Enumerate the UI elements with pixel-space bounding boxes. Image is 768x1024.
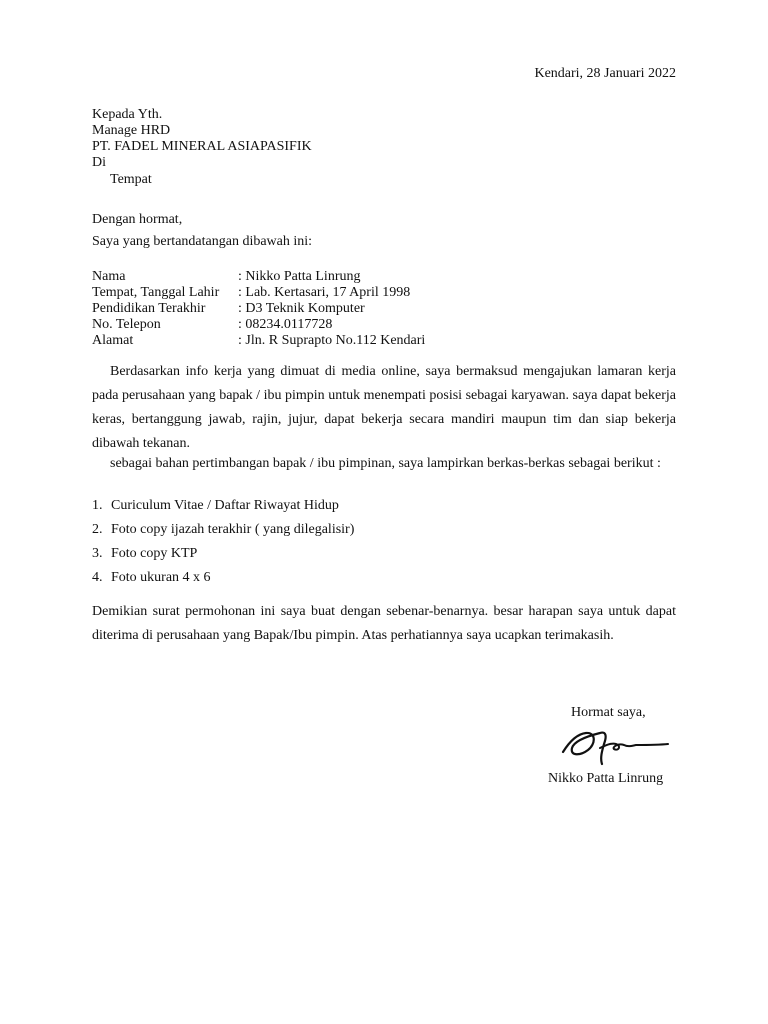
detail-row-phone	[92, 317, 425, 333]
list-item	[92, 518, 354, 542]
detail-row-address	[92, 333, 425, 349]
list-number: 2.	[92, 522, 103, 537]
signature-icon	[560, 724, 672, 766]
detail-row-name	[92, 269, 425, 285]
list-item	[92, 542, 354, 566]
detail-label: Alamat	[92, 333, 134, 348]
detail-row-education	[92, 301, 425, 317]
list-item	[92, 494, 354, 518]
detail-value: : Nikko Patta Linrung	[238, 269, 361, 284]
attachment-list	[92, 494, 354, 590]
list-number: 3.	[92, 546, 103, 561]
list-text: Foto copy KTP	[111, 546, 198, 561]
list-text: Curiculum Vitae / Daftar Riwayat Hidup	[111, 498, 339, 513]
closing-salutation: Hormat saya,	[571, 705, 646, 720]
place-date: Kendari, 28 Januari 2022	[534, 66, 676, 81]
detail-label: Tempat, Tanggal Lahir	[92, 285, 220, 300]
signatory-name: Nikko Patta Linrung	[548, 771, 664, 786]
recipient-di: Di	[92, 155, 106, 170]
detail-label: No. Telepon	[92, 317, 161, 332]
list-text: Foto copy ijazah terakhir ( yang dilegalisir)	[111, 522, 355, 537]
list-number: 4.	[92, 570, 103, 585]
recipient-salutation: Kepada Yth.	[92, 107, 163, 122]
detail-label: Pendidikan Terakhir	[92, 301, 206, 316]
body-paragraph-1: Berdasarkan info kerja yang dimuat di media online, saya bermaksud mengajukan lamaran kerja pada perusahaan yang bapak / ibu pimpin untuk menempati posisi sebagai karyawan. saya dapat bekerja keras, bertanggung jawab, rajin, jujur, dapat bekerja secara mandiri maupun tim dan siap bekerja dibawah tekanan.	[92, 364, 676, 451]
list-number: 1.	[92, 498, 103, 513]
greeting: Dengan hormat,	[92, 212, 183, 227]
list-text: Foto ukuran 4 x 6	[111, 570, 211, 585]
recipient-company: PT. FADEL MINERAL ASIAPASIFIK	[92, 139, 312, 154]
detail-value: : Jln. R Suprapto No.112 Kendari	[238, 333, 426, 348]
recipient-place: Tempat	[110, 172, 152, 187]
list-item	[92, 566, 354, 590]
detail-row-birth	[92, 285, 425, 301]
recipient-position: Manage HRD	[92, 123, 171, 138]
applicant-details-table	[92, 269, 425, 349]
intro-line: Saya yang bertandatangan dibawah ini:	[92, 234, 313, 249]
detail-value: : Lab. Kertasari, 17 April 1998	[238, 285, 411, 300]
body-paragraph-2: sebagai bahan pertimbangan bapak / ibu pimpinan, saya lampirkan berkas-berkas sebagai berikut :	[110, 456, 661, 471]
detail-label: Nama	[92, 269, 126, 284]
detail-value: : D3 Teknik Komputer	[238, 301, 365, 316]
detail-value: : 08234.0117728	[238, 317, 333, 332]
closing-paragraph: Demikian surat permohonan ini saya buat dengan sebenar-benarnya. besar harapan saya untuk dapat diterima di perusahaan yang Bapak/Ibu pimpin. Atas perhatiannya saya ucapkan terimakasih.	[92, 604, 676, 643]
